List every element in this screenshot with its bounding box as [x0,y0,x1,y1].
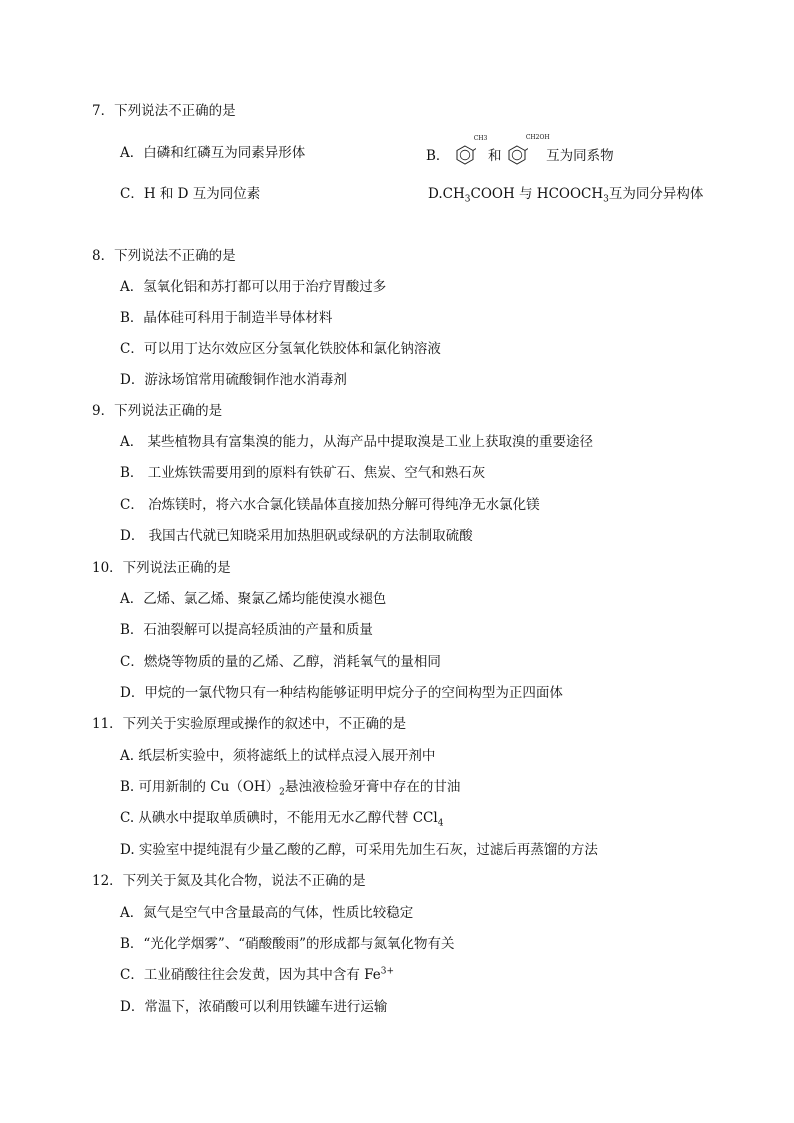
q11-option-d: D. 实验室中提纯混有少量乙酸的乙醇，可采用先加生石灰，过滤后再蒸馏的方法 [120,842,598,858]
q7-option-b-substituent-1: CH3 [473,135,488,142]
q7-option-b-text: 互为同系物 [546,148,614,164]
q7-option-d-part2: COOH 与 HCOOCH [470,186,604,202]
q12-option-a: A．氮气是空气中含量最高的气体，性质比较稳定 [120,905,414,921]
q11-option-b [120,778,460,796]
q12-stem: 12．下列关于氮及其化合物，说法不正确的是 [92,873,366,889]
q12-option-c-superscript: 3+ [380,966,395,977]
q8-option-c: C．可以用丁达尔效应区分氢氧化铁胶体和氯化钠溶液 [120,341,441,357]
q11-option-c [120,809,443,827]
q11-option-b-sub1: 2 [279,787,285,798]
q11-stem: 11．下列关于实验原理或操作的叙述中，不正确的是 [92,716,407,732]
q11-option-c-part1: C. 从碘水中提取单质碘时，不能用无水乙醇代替 CCl [120,810,438,826]
q8-stem: 8．下列说法不正确的是 [92,248,236,264]
q7-option-a: A．白磷和红磷互为同素异形体 [120,145,306,161]
q8-option-d: D．游泳场馆常用硫酸铜作池水消毒剂 [120,372,347,388]
q8-option-a: A．氢氧化铝和苏打都可以用于治疗胃酸过多 [120,279,387,295]
q12-option-b: B．“光化学烟雾”、“硝酸酸雨”的形成都与氮氧化物有关 [120,936,455,952]
q10-option-b: B．石油裂解可以提高轻质油的产量和质量 [120,622,373,638]
q7-option-d [428,185,703,203]
q8-option-b: B．晶体硅可科用于制造半导体材料 [120,310,333,326]
q7-option-d-sub2: 3 [603,194,609,205]
q12-option-c-part1: C．工业硝酸往往会发黄，因为其中含有 Fe [120,967,381,983]
q10-stem: 10．下列说法正确的是 [92,560,231,576]
q11-option-b-part1: B. 可用新制的 Cu（OH） [120,779,280,795]
q9-option-d: D． 我国古代就已知晓采用加热胆矾或绿矾的方法制取硫酸 [120,528,473,544]
q10-option-a: A．乙烯、氯乙烯、聚氯乙烯均能使溴水褪色 [120,591,387,607]
q7-option-d-sub1: 3 [464,194,471,205]
q11-option-a: A. 纸层析实验中，须将滤纸上的试样点浸入展开剂中 [120,748,436,764]
benzene-ring-icon [454,144,476,166]
q7-option-b-substituent-2: CH2OH [525,134,550,141]
q9-option-a: A． 某些植物具有富集溴的能力，从海产品中提取溴是工业上获取溴的重要途径 [120,434,594,450]
q7-option-b-label: B． [426,148,450,164]
benzene-ring-icon [506,144,528,166]
q11-option-b-part2: 悬浊液检验牙膏中存在的甘油 [284,779,461,795]
q7-option-b [426,134,614,166]
q12-option-c [120,966,394,984]
q9-stem: 9．下列说法正确的是 [92,403,223,419]
q7-option-d-part3: 互为同分异构体 [608,186,704,202]
q7-stem: 7．下列说法不正确的是 [92,103,236,119]
q11-option-c-sub1: 4 [437,818,444,829]
q10-option-d: D．甲烷的一氯代物只有一种结构能够证明甲烷分子的空间构型为正四面体 [120,685,563,701]
q9-option-b: B． 工业炼铁需要用到的原料有铁矿石、焦炭、空气和熟石灰 [120,465,486,481]
q7-option-d-part1: D.CH [428,186,465,202]
q10-option-c: C．燃烧等物质的量的乙烯、乙醇，消耗氧气的量相同 [120,654,441,670]
q7-option-b-and: 和 [488,148,502,164]
q7-option-c: C．H 和 D 互为同位素 [120,186,261,202]
q12-option-d: D．常温下，浓硝酸可以利用铁罐车进行运输 [120,999,388,1015]
q9-option-c: C． 冶炼镁时，将六水合氯化镁晶体直接加热分解可得纯净无水氯化镁 [120,497,540,513]
